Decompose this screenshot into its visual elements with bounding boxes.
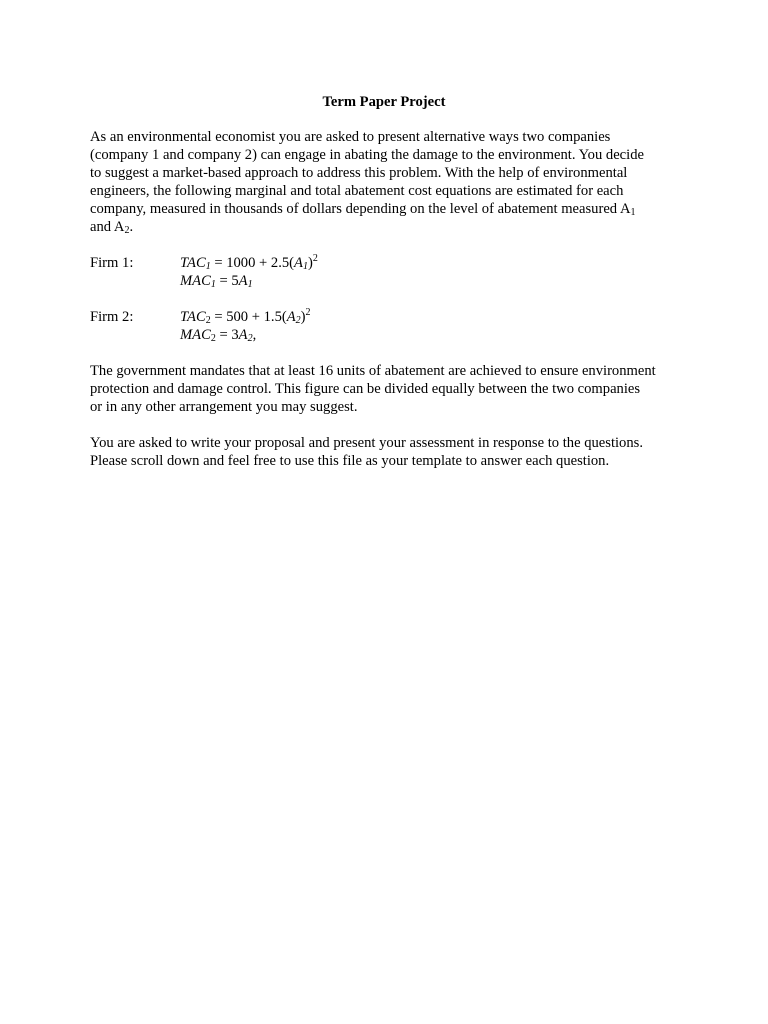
firm-1-equations [90,254,690,290]
firm-2-equations [90,308,690,344]
closing-line: Please scroll down and feel free to use this file as your template to answer each question. [90,453,610,469]
intro-line: company, measured in thousands of dollars depending on the level of abatement measured $A_1$ [90,201,636,218]
firm-1-tac-equation: $TAC_1 = 1000 + 2.5(A_1)^2$ [180,253,318,272]
intro-line: and $A_2$. [90,219,134,236]
mandate-line: protection and damage control. This figure can be divided equally between the two companies [90,381,641,397]
firm-2-tac-equation: $TAC_2 = 500 + 1.5(A_2)^2$ [180,307,311,326]
mandate-line: or in any other arrangement you may suggest. [90,399,358,415]
intro-line: to suggest a market-based approach to address this problem. With the help of environmental [90,165,628,181]
mandate-paragraph [90,362,690,416]
mandate-line: The government mandates that at least 16 units of abatement are achieved to ensure environment [90,363,656,379]
intro-paragraph [90,128,690,236]
firm-1-label: Firm 1: [90,255,134,271]
firm-2-label: Firm 2: [90,309,134,325]
closing-line: You are asked to write your proposal and present your assessment in response to the questions. [90,435,643,451]
intro-line: (company 1 and company 2) can engage in abating the damage to the environment. You decide [90,147,644,163]
firm-1-mac-equation: $MAC_1 = 5A_1$ [180,273,253,290]
firm-2-mac-equation: $MAC_2 = 3A_2$, [180,327,257,344]
intro-line: engineers, the following marginal and total abatement cost equations are estimated for each [90,183,624,199]
intro-line: As an environmental economist you are asked to present alternative ways two companies [90,129,611,145]
document-title: Term Paper Project [322,94,446,110]
closing-paragraph [90,434,690,470]
document-page [90,93,690,488]
